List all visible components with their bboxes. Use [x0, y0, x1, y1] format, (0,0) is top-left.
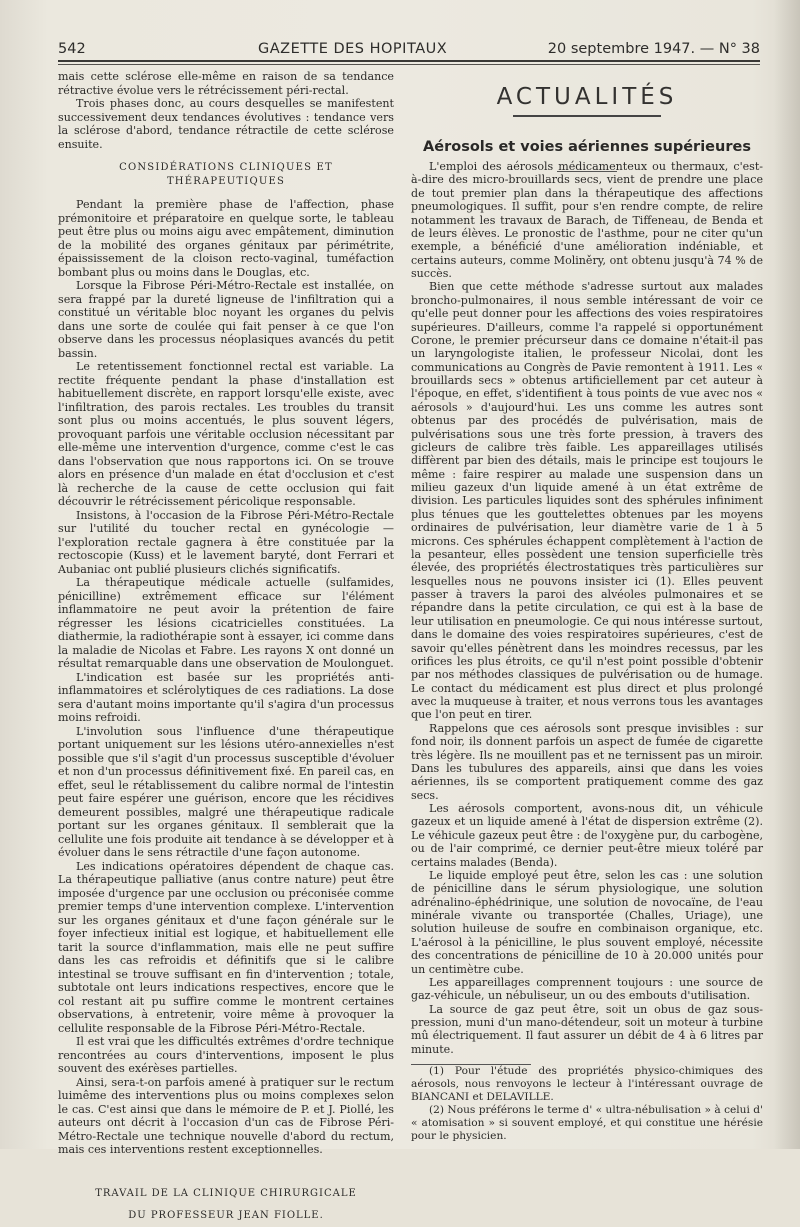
journal-title: GAZETTE DES HOPITAUX [258, 41, 448, 57]
issue-date: 20 septembre 1947. — N° 38 [547, 41, 760, 57]
paragraph: Pendant la première phase de l'affection, phase prémonitoire et préparatoire en quelque sorte, le tableau peut être plus ou moins aigu avec empâtement, diminution de la mobilité des organes génitaux par périmétrite, épaississement de la cloison recto-vaginal, tuméfaction bombant plus ou moins dans le Douglas, etc. [58, 198, 394, 279]
footnote: (2) Nous préférons le terme d' « ultra-nébulisation » à celui d' « atomisation » si souvent employé, et qui constitue une hérésie pour le physicien. [411, 1104, 763, 1143]
paragraph: L'emploi des aérosols médicamenteux ou thermaux, c'est-à-dire des micro-brouillards secs, vient de prendre une place de tout premier plan dans la thérapeutique des affections pneumologiques. Il suffit, pour s'en rendre compte, de relire notamment les travaux de Barach, de Tiffeneau, de Benda et de leurs élèves. Le pronostic de l'asthme, pour ne citer qu'un exemple, a bénéficié d'une amélioration indéniable, et certains auteurs, comme Moliněry, ont obtenu jusqu'à 74 % de succès. [411, 160, 763, 280]
paragraph: Les indications opératoires dépendent de chaque cas. La thérapeutique palliative (anus contre nature) peut être imposée d'urgence par une occlusion ou préconisée comme premier temps d'une intervention complexe. L'intervention sur les organes génitaux et d'une façon générale sur le foyer infectieux initial est logique, et habituellement elle tarit la source d'inflammation, mais elle ne peut suffire dans les cas refroidis et définitifs que si le calibre intestinal se trouve suffisant en fin d'intervention ; totale, subtotale ont leurs indications respectives, encore que le col restant ait pu suffire comme le montrent certaines observations, à entretenir, voire même à provoquer la cellulite responsable de la Fibrose Péri-Métro-Rectale. [58, 859, 394, 1035]
paragraph: La thérapeutique médicale actuelle (sulfamides, pénicilline) extrêmement efficace sur l'élément inflammatoire ne peut avoir la prétention de faire régresser les lésions cicatricielles constituées. La diathermie, la radiothérapie sont à essayer, ici comme dans la maladie de Nicolas et Fabre. Les rayons X ont donné un résultat remarquable dans une observation de Moulonguet. [58, 576, 394, 670]
left-column [58, 70, 394, 1227]
signature-line: TRAVAIL DE LA CLINIQUE CHIRURGICALE [95, 1187, 357, 1199]
paragraph: Les aérosols comportent, avons-nous dit, un véhicule gazeux et un liquide amené à l'état de dispersion extrême (2). Le véhicule gazeux peut être : de l'oxygène pur, du carbogène, ou de l'air comprimé, ce dernier peut-être mieux toléré par certains malades (Benda). [411, 802, 763, 869]
paragraph: Les appareillages comprennent toujours : une source de gaz-véhicule, un nébuliseur, un ou des embouts d'utilisation. [411, 975, 763, 1003]
scan-edge-shadow [774, 0, 800, 1149]
paragraph: La source de gaz peut être, soit un obus de gaz sous-pression, muni d'un mano-détendeur, soit un moteur à turbine mû électriquement. Il faut assurer un débit de 4 à 6 litres par minute. [411, 1002, 763, 1056]
paragraph: Insistons, à l'occasion de la Fibrose Péri-Métro-Rectale sur l'utilité du toucher rectal en gynécologie — l'exploration rectale gagnera à être constituée par la rectoscopie (Kuss) et le lavement baryté, dont Ferrari et Aubaniac ont publié plusieurs clichés significatifs. [58, 508, 394, 576]
right-column [411, 160, 763, 1143]
page-header [58, 38, 760, 62]
rubric-title: ACTUALITÉS [496, 84, 678, 110]
paragraph: Bien que cette méthode s'adresse surtout aux malades broncho-pulmonaires, il nous semble intéressant de voir ce qu'elle peut donner pour les affections des voies respiratoires supérieures. D'ailleurs, comme l'a rappelé si opportunément Corone, le premier précurseur dans ce domaine n'était-il pas un laryngologiste italien, le professeur Nicolai, dont les communications au Congrès de Pavie remontent à 1911. Les « brouillards secs » obtenus artificiellement par cet auteur à l'époque, en effet, s'identifient à tous points de vue avec nos « aérosols » d'aujourd'hui. Les uns comme les autres sont obtenus par des procédés de pulvérisation, mais de pulvérisations sous une très forte pression, à travers des gicleurs de calibre très faible. Les appareillages utilisés diffèrent par bien des détails, mais le principe est toujours le même : faire respirer au malade une suspension dans un milieu gazeux d'un liquide amené à un état extrême de division. Les particules liquides sont des sphérules infiniment plus ténues que les gouttelettes obtenues par les moyens ordinaires de pulvérisation, leur diamètre varie de 1 à 5 microns. Ces sphérules échappent complètement à l'action de la pesanteur, elles possèdent une tension superficielle très élevée, des propriétés électrostatiques très particulières sur lesquelles nous ne pouvons insister ici (1). Elles peuvent passer à travers la paroi des alvéoles pulmonaires et se répandre dans la petite circulation, ce qui est à la base de leur utilisation en pneumologie. Ce qui nous intéresse surtout, dans le domaine des voies respiratoires supérieures, c'est de savoir qu'elles pénètrent dans les moindres recessus, par les orifices les plus étroits, ce qu'il n'est point possible d'obtenir par nos méthodes classiques de pulvérisation ou de humage. Le contact du médicament est plus direct et plus prolongé avec la muqueuse à traiter, et nous verrons tous les avantages que l'on peut en tirer. [411, 280, 763, 722]
paragraph: Il est vrai que les difficultés extrêmes d'ordre technique rencontrées au cours d'interventions, imposent le plus souvent des exérèses partielles. [58, 1035, 394, 1075]
paragraph: Rappelons que ces aérosols sont presque invisibles : sur fond noir, ils donnent parfois un aspect de fumée de cigarette très légère. Ils ne mouillent pas et ne ternissent pas un miroir. Dans les tubulures des appareils, ainsi que dans les voies aériennes, ils se comportent pratiquement comme des gaz secs. [411, 721, 763, 802]
paragraph: Trois phases donc, au cours desquelles se manifestent successivement deux tendances évolutives : tendance vers la sclérose d'abord, tendance rétractile de cette sclérose ensuite. [58, 97, 394, 151]
paragraph: L'indication est basée sur les propriétés anti-inflammatoires et sclérolytiques de ces radiations. La dose sera d'autant moins importante qu'il s'agira d'un processus moins refroidi. [58, 670, 394, 724]
header-rule-thin [58, 64, 760, 65]
paragraph: Ainsi, sera-t-on parfois amené à pratiquer sur le rectum luimême des interventions plus ou moins complexes selon le cas. C'est ainsi que dans le mémoire de P. et J. Piollé, les auteurs ont décrit à l'occasion d'un cas de Fibrose Péri-Métro-Rectale une technique nouvelle d'abord du rectum, mais ces interventions restent exceptionnelles. [58, 1075, 394, 1156]
rubric-rule [513, 115, 661, 117]
paragraph: mais cette sclérose elle-même en raison de sa tendance rétractive évolue vers le rétrécissement péri-rectal. [58, 70, 394, 97]
paragraph: Le liquide employé peut être, selon les cas : une solution de pénicilline dans le sérum physiologique, une solution adrénalino-éphédrinique, une solution de novocaïne, de l'eau minérale vivante ou transportée (Challes, Uriage), une solution huileuse de soufre en combinaison organique, etc. L'aérosol à la pénicilline, le plus souvent employé, nécessite des concentrations de pénicilline de 10 à 20.000 unités pour un centimètre cube. [411, 868, 763, 976]
page-number: 542 [58, 41, 86, 57]
section-heading: CONSIDÉRATIONS CLINIQUES ET THÉRAPEUTIQUES [119, 162, 333, 187]
article-signature [58, 1183, 394, 1227]
rubric-block [411, 74, 763, 172]
signature-line: DU PROFESSEUR JEAN FIOLLE. [128, 1209, 324, 1221]
paragraph: Le retentissement fonctionnel rectal est variable. La rectite fréquente pendant la phase d'installation est habituellement discrète, en rapport lorsqu'elle existe, avec l'infiltration, des parois rectales. Les troubles du transit sont plus ou moins accentués, le plus souvent légers, provoquant parfois une véritable occlusion nécessitant par elle-même une intervention d'urgence, comme c'est le cas dans l'observation que nous rapportons ici. On se trouve alors en présence d'un malade en état d'occlusion et c'est là recherche de la cause de cette occlusion qui fait découvrir le rétrécissement péricolique responsable. [58, 360, 394, 508]
paragraph: Lorsque la Fibrose Péri-Métro-Rectale est installée, on sera frappé par la dureté ligneuse de l'infiltration qui a constitué un véritable bloc noyant les organes du pelvis dans une sorte de coulée qui fait penser à ce que l'on observe dans les processus néoplasiques avancés du petit bassin. [58, 279, 394, 360]
article-title: Aérosols et voies aériennes supérieures [423, 139, 751, 155]
header-rule [58, 60, 760, 62]
paragraph: L'involution sous l'influence d'une thérapeutique portant uniquement sur les lésions utéro-annexielles n'est possible que s'il s'agit d'un processus susceptible d'évoluer et non d'un processus définitivement fixé. En pareil cas, en effet, seul le rétablissement du calibre normal de l'intestin peut faire espérer une guérison, encore que les récidives demeurent possibles, malgré une thérapeutique radicale portant sur les organes génitaux. Il semblerait que la cellulite une fois produite ait tendance à se développer et à évoluer dans le sens rétractile d'une façon autonome. [58, 724, 394, 859]
footnote: (1) Pour l'étude des propriétés physico-chimiques des aérosols, nous renvoyons le lecteur à l'intéressant ouvrage de BIANCANI et DELAVILLE. [411, 1065, 763, 1104]
